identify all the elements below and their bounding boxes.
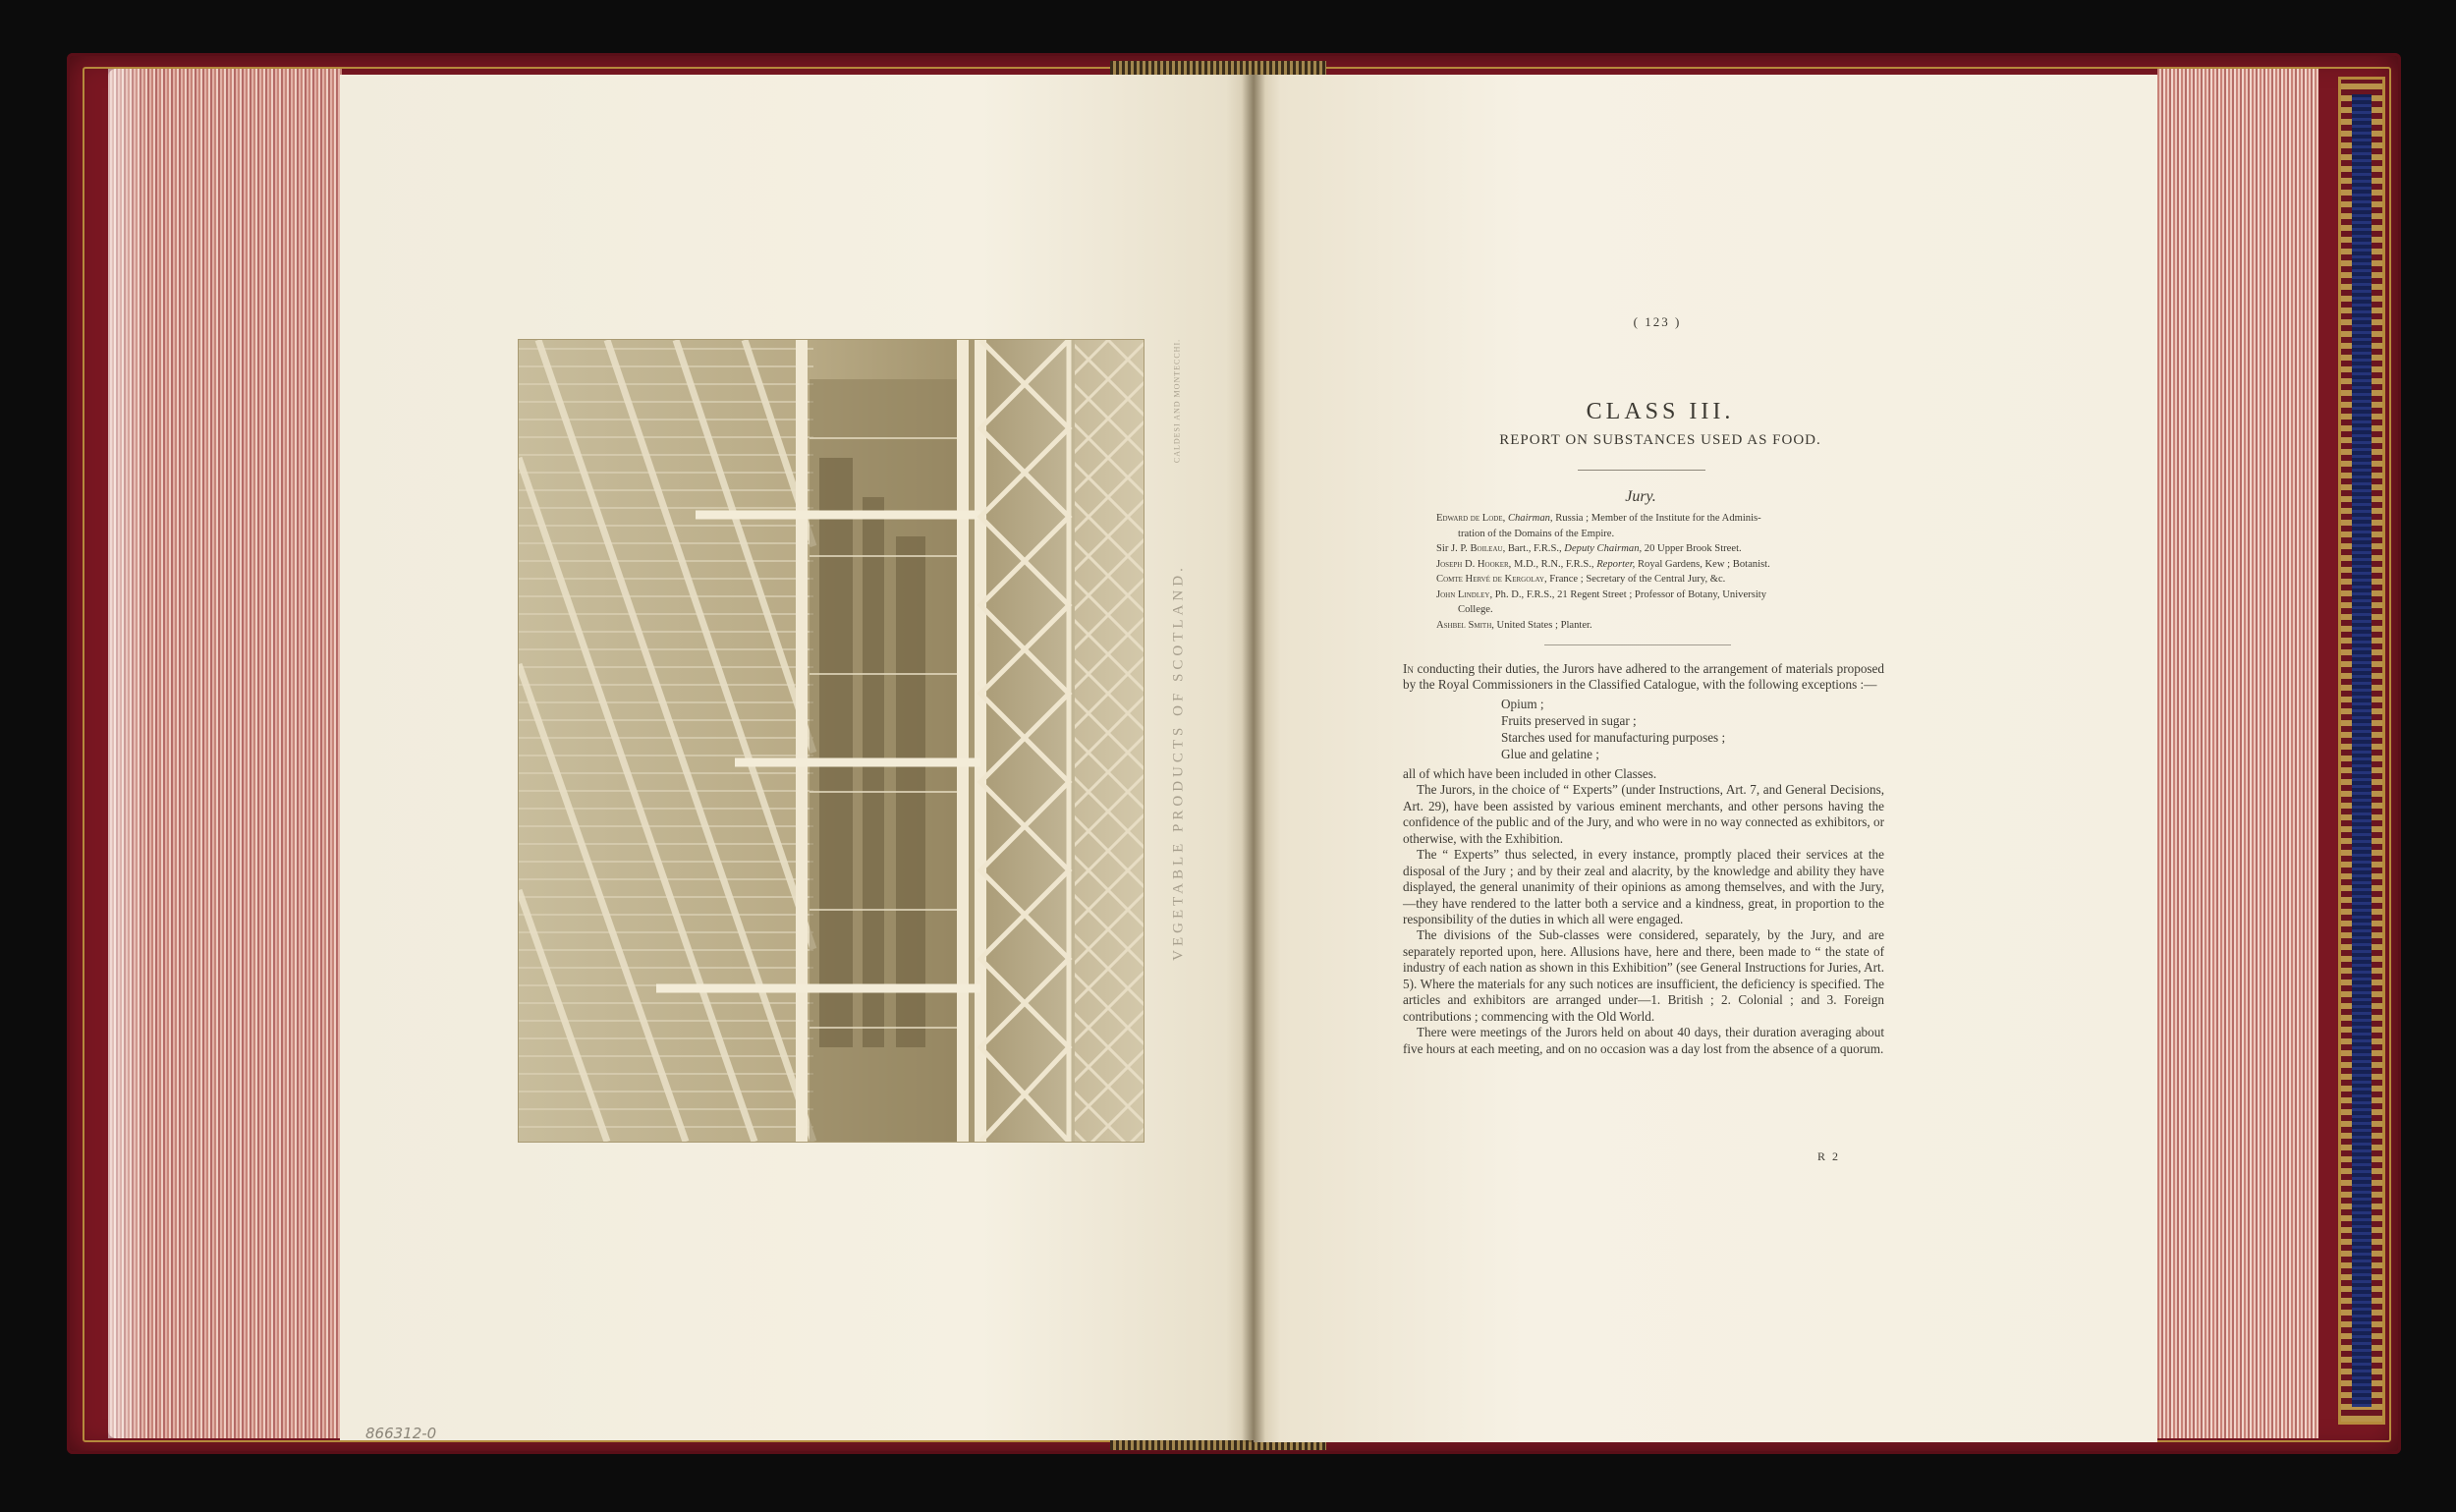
report-body (1403, 661, 1884, 1057)
jury-member (1436, 557, 1869, 573)
jury-member-details: Ph. D., F.R.S., 21 Regent Street ; Professor of Botany, University (1492, 588, 1767, 600)
body-paragraph: all of which have been included in other Classes. (1403, 765, 1657, 781)
jury-member-details: United States ; Planter. (1493, 619, 1592, 631)
jury-member (1436, 572, 1869, 588)
jury-member-details: Royal Gardens, Kew ; Botanist. (1635, 558, 1770, 570)
jury-member-role: Reporter, (1596, 558, 1636, 570)
jury-member-details: Russia ; Member of the Institute for the Adminis- (1552, 513, 1761, 524)
jury-member (1436, 541, 1869, 557)
photo-credit-text: CALDESI AND MONTECCHI. (1172, 338, 1182, 464)
jury-heading: Jury. (1625, 488, 1656, 505)
jury-member-name: J. P. Boileau, (1451, 543, 1506, 554)
intro-drop-word: In (1403, 661, 1414, 676)
jury-member-role: Deputy Chairman, (1564, 543, 1643, 554)
exhibition-photograph (519, 340, 1144, 1142)
left-edge-highlight (108, 69, 147, 1438)
title-divider (1578, 470, 1705, 471)
report-title: REPORT ON SUBSTANCES USED AS FOOD. (1499, 432, 1821, 448)
jury-member-name: Ashbel Smith, (1436, 619, 1494, 631)
spine-headband (1110, 61, 1326, 75)
photo-caption-text: VEGETABLE PRODUCTS OF SCOTLAND. (1170, 564, 1187, 961)
jury-member-name: Joseph D. Hooker, (1436, 558, 1512, 570)
jury-member-name: Edward de Lode, (1436, 513, 1506, 524)
jury-member-prefix: Sir (1436, 543, 1452, 554)
jury-member-details: Bart., F.R.S., (1505, 543, 1565, 554)
body-paragraph: The Jurors, in the choice of “ Experts” (under Instructions, Art. 7, and General Decisions, Art. 29), have been assisted by various eminent merchants, and other persons having the confidence of the public and of the Jury, and who were in no way connected as exhibitors, or otherwise, with the Exhibition. (1403, 782, 1884, 846)
jury-member-details-cont: tration of the Domains of the Empire. (1458, 528, 1615, 539)
exception-item: Starches used for manufacturing purposes ; (1501, 729, 1726, 745)
photo-credit (1167, 338, 1187, 464)
jury-member-name: Comte Hervé de Kergolay, (1436, 574, 1547, 585)
intro-text: conducting their duties, the Jurors have adhered to the arrangement of materials proposed by the Royal Commissioners in the Classified Catalogue, with the following exceptions :— (1403, 661, 1884, 693)
photo-caption (1167, 564, 1191, 961)
jury-member-role: Chairman, (1507, 513, 1553, 524)
page-number: ( 123 ) (1633, 314, 1682, 329)
body-paragraph: There were meetings of the Jurors held on about 40 days, their duration averaging about five hours at each meeting, and on no occasion was a day lost from the absence of a quorum. (1403, 1025, 1884, 1056)
class-title: CLASS III. (1586, 399, 1735, 424)
jury-member (1436, 618, 1869, 634)
body-paragraph: The “ Experts” thus selected, in every instance, promptly placed their services at the disposal of the Jury ; and by their zeal and alacrity, by the knowledge and ability they have displayed, the general unanimity of their opinions as among themselves, and with the Jury,—they have rendered to the latter both a service and a kindness, great, in proportion to the responsibility of the duties in which all were engaged. (1403, 847, 1884, 926)
jury-list (1436, 511, 1869, 633)
jury-member-details: M.D., R.N., F.R.S., (1511, 558, 1597, 570)
jury-member-details-cont: College. (1458, 604, 1493, 615)
exception-item: Opium ; (1501, 696, 1544, 711)
signature-mark: R 2 (1817, 1149, 1841, 1163)
jury-member-details: 20 Upper Brook Street. (1642, 543, 1742, 554)
exception-item: Glue and gelatine ; (1501, 746, 1599, 761)
right-page-edges (2157, 69, 2318, 1438)
jury-member-name: John Lindley, (1436, 588, 1493, 600)
jury-member-details: France ; Secretary of the Central Jury, &c. (1546, 574, 1726, 585)
book-gutter (1242, 75, 1265, 1442)
body-paragraph: The divisions of the Sub-classes were considered, separately, by the Jury, and are separately reported upon, here. Allusions have, here and there, been made to “ the state of industry of each nation as shown in this Exhibition” (see General Instructions for Juries, Art. 5). Where the materials for any such notices are insufficient, the deficiency is specified. The articles and exhibitors are arranged under—1. British ; 2. Colonial ; and 3. Foreign contributions ; commencing with the Old World. (1403, 927, 1884, 1024)
jury-member (1436, 588, 1869, 603)
exceptions-list (1501, 696, 1884, 762)
blue-silk-panel (2352, 94, 2372, 1407)
intro-paragraph (1403, 661, 1884, 694)
exception-item: Fruits preserved in sugar ; (1501, 712, 1637, 728)
pencil-inventory-note: 866312-0 (365, 1425, 437, 1442)
jury-divider (1544, 644, 1731, 645)
jury-member (1436, 511, 1869, 527)
